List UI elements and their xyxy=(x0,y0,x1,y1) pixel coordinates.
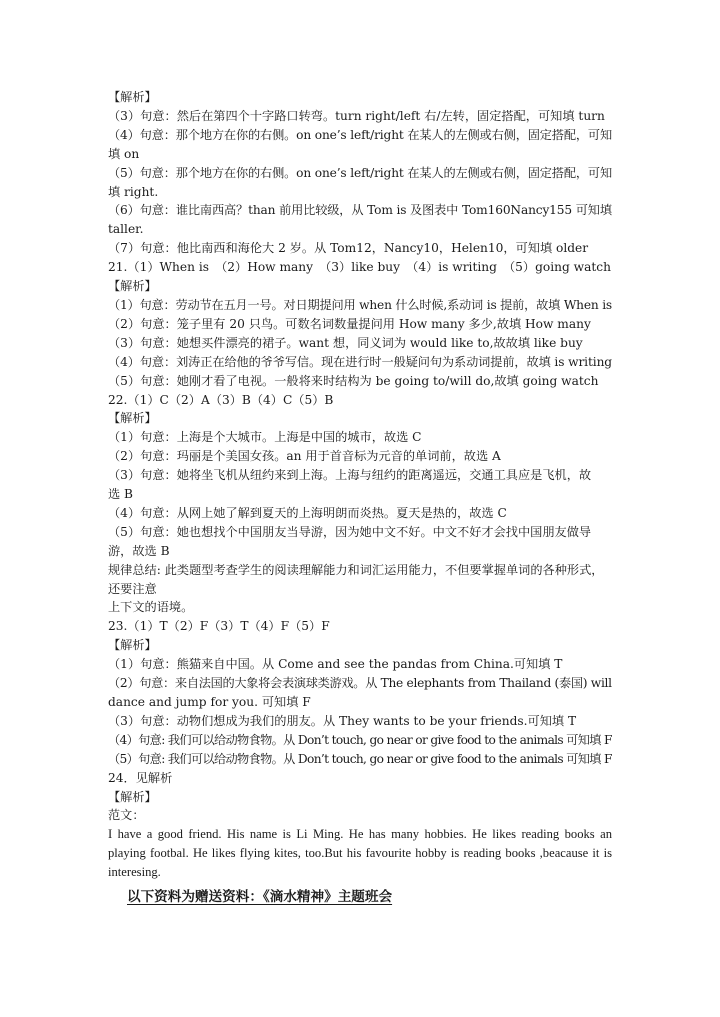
text-line: 【解析】 xyxy=(108,90,157,104)
text-line: （5）句意：那个地方在你的右侧。on one’s left/right 在某人的左侧或右侧，固定搭配，可知 xyxy=(108,165,612,180)
text-line: 规律总结: 此类题型考查学生的阅读理解能力和词汇运用能力，不但要掌握单词的各种形式， xyxy=(108,562,604,577)
text-line: （4）句意：从网上她了解到夏天的上海明朗而炎热。夏天是热的，故选 C xyxy=(108,505,507,520)
text-line: dance and jump for you. 可知填 F xyxy=(108,695,311,709)
text-line: 范文： xyxy=(108,808,145,823)
text-line: （3）句意：她将坐飞机从纽约来到上海。上海与纽约的距离遥远，交通工具应是飞机，故 xyxy=(108,468,592,483)
text-line: （4）句意: 我们可以给动物食物。从 Don’t touch, go near or give food to the animals 可知填 F xyxy=(108,732,612,747)
text-line: 填 right. xyxy=(108,184,159,199)
text-line: （5）句意：她也想找个中国朋友当导游，因为她中文不好。中文不好才会找中国朋友做导 xyxy=(108,524,592,539)
text-line: 【解析】 xyxy=(108,638,157,653)
question-21-answers: 21.（1）When is （2）How many （3）like buy （4）is writing （5）going watch xyxy=(108,260,611,275)
text-line: （4）句意：那个地方在你的右侧。on one’s left/right 在某人的左侧或右侧，固定搭配，可知 xyxy=(108,127,612,142)
text-line: （2）句意：笼子里有 20 只鸟。可数名词数量提问用 How many 多少,故填 How many xyxy=(108,316,591,331)
text-line: （3）句意：然后在第四个十字路口转弯。turn right/left 右/左转，固定搭配，可知填 turn xyxy=(108,108,605,123)
answer-analysis-text xyxy=(108,88,612,882)
text-line: （2）句意：玛丽是个美国女孩。an 用于首音标为元音的单词前，故选 A xyxy=(108,449,501,464)
text-line: （3）句意：动物们想成为我们的朋友。从 They wants to be your friends.可知填 T xyxy=(108,713,577,728)
question-22-answers: 22.（1）C（2）A（3）B（4）C（5）B xyxy=(108,392,334,407)
text-line: （5）句意: 我们可以给动物食物。从 Don’t touch, go near or give food to the animals 可知填 F xyxy=(108,751,612,766)
text-line: （1）句意：上海是个大城市。上海是中国的城市，故选 C xyxy=(108,430,422,445)
text-line: （1）句意：劳动节在五月一号。对日期提问用 when 什么时候,系动词 is 提前，故填 When is xyxy=(108,297,612,312)
text-line: 填 on xyxy=(108,146,140,161)
footer-title: 以下资料为赠送资料：《滴水精神》主题班会 xyxy=(127,889,393,905)
text-line: （1）句意：熊猫来自中国。从 Come and see the pandas from China.可知填 T xyxy=(108,657,563,672)
text-line: （4）句意：刘涛正在给他的爷爷写信。现在进行时一般疑问句为系动词提前，故填 is writing xyxy=(108,354,613,369)
sample-essay: I have a good friend. His name is Li Ming. He has many hobbies. He likes reading books an playing footbal. He likes flying kites, too.But his favourite hobby is reading books ,beacause it is interesing. xyxy=(108,827,612,880)
text-line: 选 B xyxy=(108,487,134,502)
text-line: 【解析】 xyxy=(108,789,157,804)
text-line: （2）句意：来自法国的大象将会表演球类游戏。从 The elephants from Thailand (泰国) will xyxy=(108,676,612,691)
text-line: （7）句意：他比南西和海伦大 2 岁。从 Tom12，Nancy10，Helen10，可知填 older xyxy=(108,241,589,256)
question-24-answer: 24．见解析 xyxy=(108,770,173,785)
text-line: 还要注意 xyxy=(108,581,157,596)
text-line: taller. xyxy=(108,222,144,237)
question-23-answers: 23.（1）T（2）F（3）T（4）F（5）F xyxy=(108,619,330,634)
text-line: （6）句意：谁比南西高？than 前用比较级，从 Tom is 及图表中 Tom160Nancy155 可知填 xyxy=(108,203,612,218)
text-line: 上下文的语境。 xyxy=(108,600,194,615)
text-line: 【解析】 xyxy=(108,279,157,294)
text-line: （3）句意：她想买件漂亮的裙子。want 想，同义词为 would like to,故故填 like buy xyxy=(108,335,583,350)
text-line: （5）句意：她刚才看了电视。一般将来时结构为 be going to/will do,故填 going watch xyxy=(108,373,599,388)
text-line: 【解析】 xyxy=(108,411,157,426)
text-line: 游，故选 B xyxy=(108,543,170,558)
